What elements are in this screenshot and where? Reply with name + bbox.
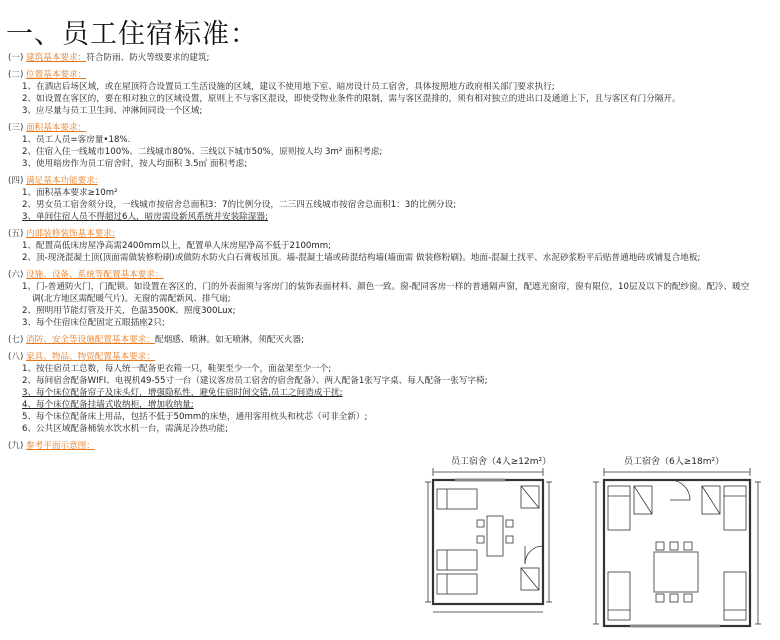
list-item-text: 1、在酒店后场区域，或在屋顶符合设置员工生活设施的区域，建议不使用地下室、暗房设计员工宿舍，具体按照地方政府相关部门要求执行; <box>22 82 555 92</box>
floor-plan-6-person-drawing <box>590 452 765 636</box>
list-item-text: 3、使用暗房作为员工宿舍时，按人均面积 3.5㎡ 面积考虑; <box>22 159 248 169</box>
list-item <box>8 387 780 399</box>
list-item-text: 5、每个床位配备床上用品，包括不低于50mm的床垫，通用客用枕头和枕芯（可非全新）; <box>22 412 368 422</box>
list-item <box>8 146 780 158</box>
list-item-text: 1、员工人员=客房量•18%. <box>22 135 131 145</box>
list-item <box>8 293 780 305</box>
section-number: (六) <box>8 270 24 280</box>
section-heading-line <box>8 122 780 134</box>
list-item-text: 1、配置高低床房屋净高需2400mm以上，配置单人床房屋净高不低于2100mm; <box>22 241 332 251</box>
list-item-text: 4、每个床位配备挂墙式收纳柜，增加收纳量; <box>22 400 194 410</box>
floor-plan-6-person-title: 员工宿舍（6人≥18m²） <box>624 457 725 467</box>
section-heading-line <box>8 175 780 187</box>
section-5 <box>8 228 780 264</box>
section-heading: 满足基本功能要求: <box>26 176 98 186</box>
list-item-text: 3、单间住宿人员不得超过6人，暗房需设新风系统并安装除湿器; <box>22 212 268 222</box>
list-item <box>8 199 780 211</box>
list-item <box>8 211 780 223</box>
section-heading: 家具、物品、物资配置基本要求： <box>26 352 155 362</box>
section-2 <box>8 69 780 117</box>
floor-plan-4-person-drawing <box>425 452 555 622</box>
list-item <box>8 281 780 293</box>
list-item-text: 2、住宿入住一线城市100%、二线城市80%、三线以下城市50%，原则按人均 3m² 面积考虑; <box>22 147 383 157</box>
list-item-text: 2、如设置在客区的，要在相对独立的区域设置，原则上不与客区混设，即使受物业条件的限制，需与客区混排的，须有相对独立的进出口及通道上下，且与客区有门分隔开。 <box>22 94 681 104</box>
section-6 <box>8 269 780 329</box>
section-number: (五) <box>8 229 24 239</box>
section-inline-text: 配烟感、喷淋。如无喷淋，须配灭火器; <box>154 335 304 345</box>
list-item <box>8 93 780 105</box>
section-number: (一) <box>8 53 24 63</box>
section-number: (九) <box>8 441 24 451</box>
section-number: (七) <box>8 335 24 345</box>
section-heading-line <box>8 69 780 81</box>
list-item <box>8 134 780 146</box>
section-heading: 设施、设备、系统等配置基本要求： <box>26 270 164 280</box>
list-item <box>8 363 780 375</box>
section-heading: 参考平面示意图： <box>26 441 95 451</box>
section-heading: 位置基本要求： <box>26 70 87 80</box>
section-7 <box>8 334 780 346</box>
section-heading: 内部装修装饰基本要求: <box>26 229 115 239</box>
section-9 <box>8 440 780 452</box>
section-heading: 面积基本要求： <box>26 123 87 133</box>
section-3 <box>8 122 780 170</box>
list-item-text: 1、按住宿员工总数，每人统一配备更衣箱一只，鞋架至少一个，面盆架至少一个; <box>22 364 332 374</box>
section-number: (三) <box>8 123 24 133</box>
list-item-text: 2、照明用节能灯管及开关，色温3500K、照度300Lux; <box>22 306 236 316</box>
section-8 <box>8 351 780 435</box>
list-item-text: 6、公共区域配备桶装水饮水机一台，需满足冷热功能; <box>22 424 229 434</box>
section-heading-line <box>8 351 780 363</box>
list-item-text: 调(北方地区需配暖气片)。无窗的需配新风、排气扇; <box>32 294 231 304</box>
section-inline-text: 符合防雨、防火等级要求的建筑; <box>86 53 210 63</box>
list-item <box>8 305 780 317</box>
list-item <box>8 158 780 170</box>
section-heading: 建筑基本要求： <box>26 53 87 63</box>
list-item <box>8 411 780 423</box>
list-item <box>8 375 780 387</box>
section-heading-line <box>8 440 780 452</box>
list-item-text: 1、面积基本要求≥10m² <box>22 188 118 198</box>
section-heading-line <box>8 334 780 346</box>
standards-document <box>8 52 780 457</box>
list-item-text: 3、每个床位配备帘子及床头灯，增强隐私性，避免住宿时间交错,员工之间造成干扰; <box>22 388 343 398</box>
section-heading: 消防、安全等设施配置基本要求： <box>26 335 155 345</box>
page-title: 一、员工住宿标准： <box>6 19 258 50</box>
floor-plan-6-person <box>590 452 765 636</box>
section-heading-line <box>8 228 780 240</box>
list-item-text: 2、男女员工宿舍须分设，一线城市按宿舍总面积3：7的比例分设，二三四五线城市按宿舍总面积1：3的比例分设; <box>22 200 457 210</box>
list-item-text: 3、应尽量与员工卫生间、冲淋间同设一个区域; <box>22 106 203 116</box>
section-heading-line <box>8 269 780 281</box>
list-item <box>8 423 780 435</box>
section-number: (四) <box>8 176 24 186</box>
section-number: (二) <box>8 70 24 80</box>
section-number: (八) <box>8 352 24 362</box>
floor-plan-4-person <box>425 452 555 622</box>
section-1 <box>8 52 780 64</box>
list-item-text: 3、每个住宿床位配固定五眼插座2只; <box>22 318 165 328</box>
list-item <box>8 399 780 411</box>
list-item <box>8 105 780 117</box>
list-item <box>8 81 780 93</box>
list-item <box>8 240 780 252</box>
list-item <box>8 187 780 199</box>
list-item-text: 2、顶-现浇混凝土顶(顶面需做装修粉刷)或做防水防火白石膏板吊顶。墙-混凝土墙或砖混结构墙(墙面需 做装修粉刷)。地面-混凝土找平、水泥砂浆粉平后贴普通地砖或铺复合地板; <box>22 253 701 263</box>
list-item-text: 1、门-普通防火门，门配锁。如设置在客区的，门的外表面须与客房门的装饰表面材料、颜色一致。窗-配同客房一样的普通隔声窗，配遮光窗帘，窗有限位，10层及以下的配纱窗。配冷、暖空 <box>22 282 750 292</box>
floor-plan-4-person-title: 员工宿舍（4人≥12m²） <box>451 457 552 467</box>
section-heading-line <box>8 52 780 64</box>
list-item <box>8 252 780 264</box>
list-item-text: 2、每间宿舍配备WIFI、电视机49-55寸一台（建议客房员工宿舍的宿舍配备）、两人配备1张写字桌、每人配备一张写字椅; <box>22 376 488 386</box>
section-4 <box>8 175 780 223</box>
list-item <box>8 317 780 329</box>
